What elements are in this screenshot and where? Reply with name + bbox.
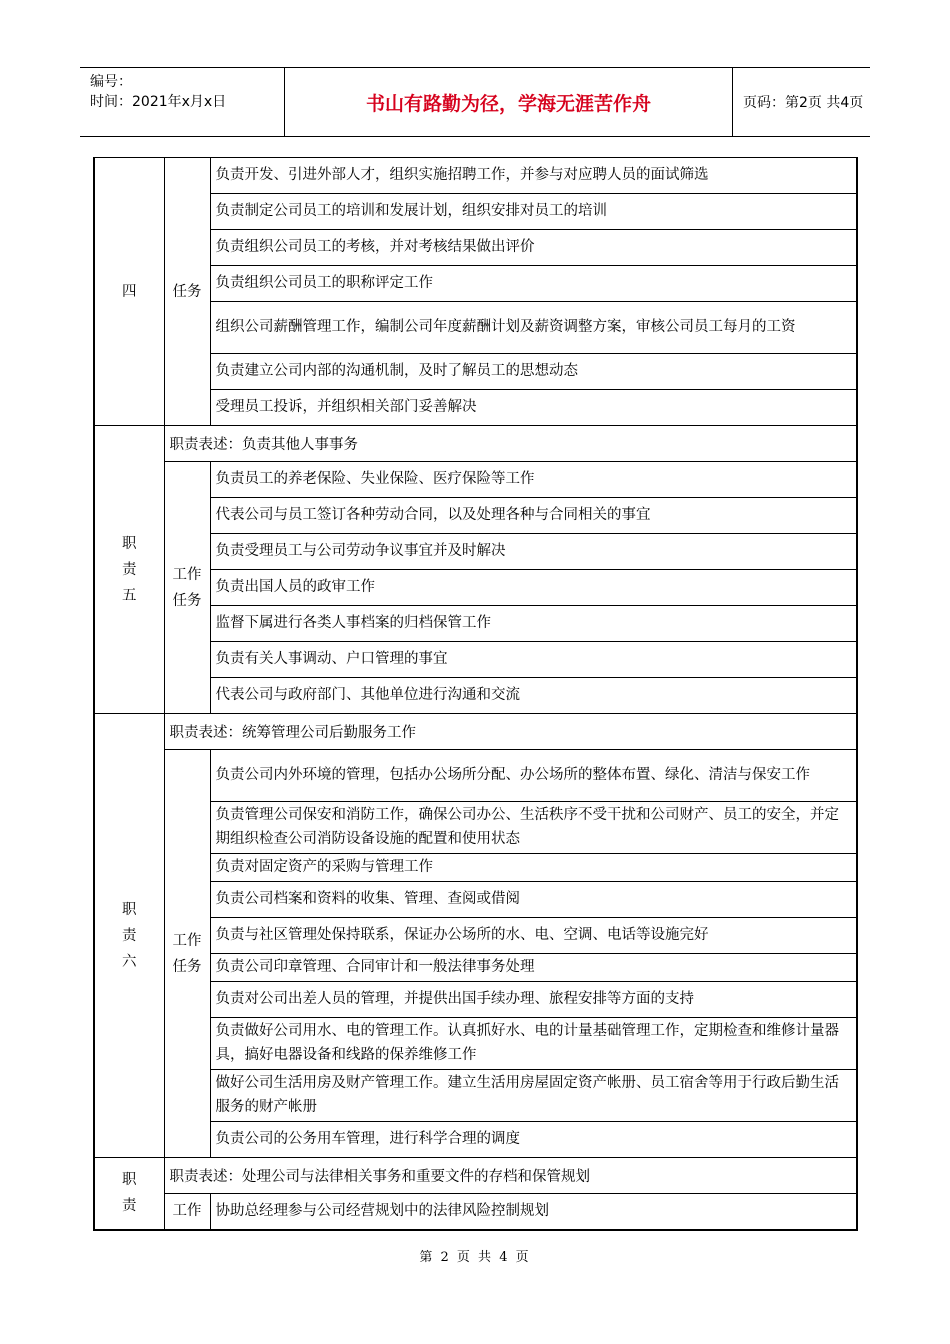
section6-tasks-label [164,750,210,1158]
task-cell: 负责管理公司保安和消防工作，确保公司办公、生活秩序不受干扰和公司财产、员工的安全，并定期组织检查公司消防设备设施的配置和使用状态 [210,802,857,854]
task-cell: 负责公司的公务用车管理，进行科学合理的调度 [210,1122,857,1158]
task-cell: 代表公司与政府部门、其他单位进行沟通和交流 [210,678,857,714]
section4-tasks-label: 任务 [164,158,210,426]
task-cell: 负责对公司出差人员的管理，并提供出国手续办理、旅程安排等方面的支持 [210,982,857,1018]
table-row [94,750,857,802]
task-cell: 负责公司档案和资料的收集、管理、查阅或借阅 [210,882,857,918]
section7-title-char: 责 [122,1198,137,1215]
task-cell: 负责与社区管理处保持联系，保证办公场所的水、电、空调、电话等设施完好 [210,918,857,954]
task-cell: 负责有关人事调动、户口管理的事宜 [210,642,857,678]
section5-statement: 职责表述：负责其他人事事务 [164,426,857,462]
section6-title-char: 职 [122,901,137,918]
task-cell: 负责组织公司员工的考核，并对考核结果做出评价 [210,230,857,266]
task-cell: 负责出国人员的政审工作 [210,570,857,606]
section5-title-char: 五 [122,587,137,604]
section6-title-char: 六 [122,953,137,970]
section5-title [94,426,164,714]
section6-statement: 职责表述：统筹管理公司后勤服务工作 [164,714,857,750]
task-cell: 负责对固定资产的采购与管理工作 [210,854,857,882]
task-cell: 协助总经理参与公司经营规划中的法律风险控制规划 [210,1194,857,1230]
table-row [94,1194,857,1230]
section5-tasks-label [164,462,210,714]
job-duty-table [93,157,858,1231]
task-cell: 负责开发、引进外部人才，组织实施招聘工作，并参与对应聘人员的面试筛选 [210,158,857,194]
table-row [94,158,857,194]
section7-title-char: 职 [122,1172,137,1189]
task-cell: 代表公司与员工签订各种劳动合同，以及处理各种与合同相关的事宜 [210,498,857,534]
section7-title [94,1158,164,1230]
table-row [94,714,857,750]
task-cell: 负责做好公司用水、电的管理工作。认真抓好水、电的计量基础管理工作，定期检查和维修计量器具，搞好电器设备和线路的保养维修工作 [210,1018,857,1070]
section7-tasks-label: 工作 [164,1194,210,1230]
header-page-label: 页码：第2页 共4页 [743,95,864,111]
header-meta [80,68,285,136]
table-row [94,462,857,498]
document-date-label: 时间：2021年x月x日 [90,94,227,110]
document-number-label: 编号： [90,74,132,90]
tasks-label-line: 工作 [172,932,202,949]
tasks-label-line: 工作 [172,566,202,583]
task-cell: 做好公司生活用房及财产管理工作。建立生活用房屋固定资产帐册、员工宿舍等用于行政后勤生活服务的财产帐册 [210,1070,857,1122]
task-cell: 受理员工投诉，并组织相关部门妥善解决 [210,390,857,426]
page-footer: 第 2 页 共 4 页 [419,1250,531,1265]
section4-number: 四 [94,158,164,426]
tasks-label-line: 任务 [172,958,202,975]
task-cell: 负责员工的养老保险、失业保险、医疗保险等工作 [210,462,857,498]
table-row [94,1158,857,1194]
task-cell: 监督下属进行各类人事档案的归档保管工作 [210,606,857,642]
task-cell: 负责公司印章管理、合同审计和一般法律事务处理 [210,954,857,982]
task-cell: 负责组织公司员工的职称评定工作 [210,266,857,302]
task-cell: 组织公司薪酬管理工作，编制公司年度薪酬计划及薪资调整方案，审核公司员工每月的工资 [210,302,857,354]
header-motto: 书山有路勤为径，学海无涯苦作舟 [285,68,733,136]
section5-title-char: 职 [122,535,137,552]
table-row [94,426,857,462]
section6-title [94,714,164,1158]
task-cell: 负责制定公司员工的培训和发展计划，组织安排对员工的培训 [210,194,857,230]
task-cell: 负责公司内外环境的管理，包括办公场所分配、办公场所的整体布置、绿化、清洁与保安工作 [210,750,857,802]
section5-title-char: 责 [122,561,137,578]
tasks-label-line: 任务 [172,592,202,609]
task-cell: 负责建立公司内部的沟通机制，及时了解员工的思想动态 [210,354,857,390]
page-header [80,67,870,137]
section6-title-char: 责 [122,927,137,944]
task-cell: 负责受理员工与公司劳动争议事宜并及时解决 [210,534,857,570]
section7-statement: 职责表述：处理公司与法律相关事务和重要文件的存档和保管规划 [164,1158,857,1194]
